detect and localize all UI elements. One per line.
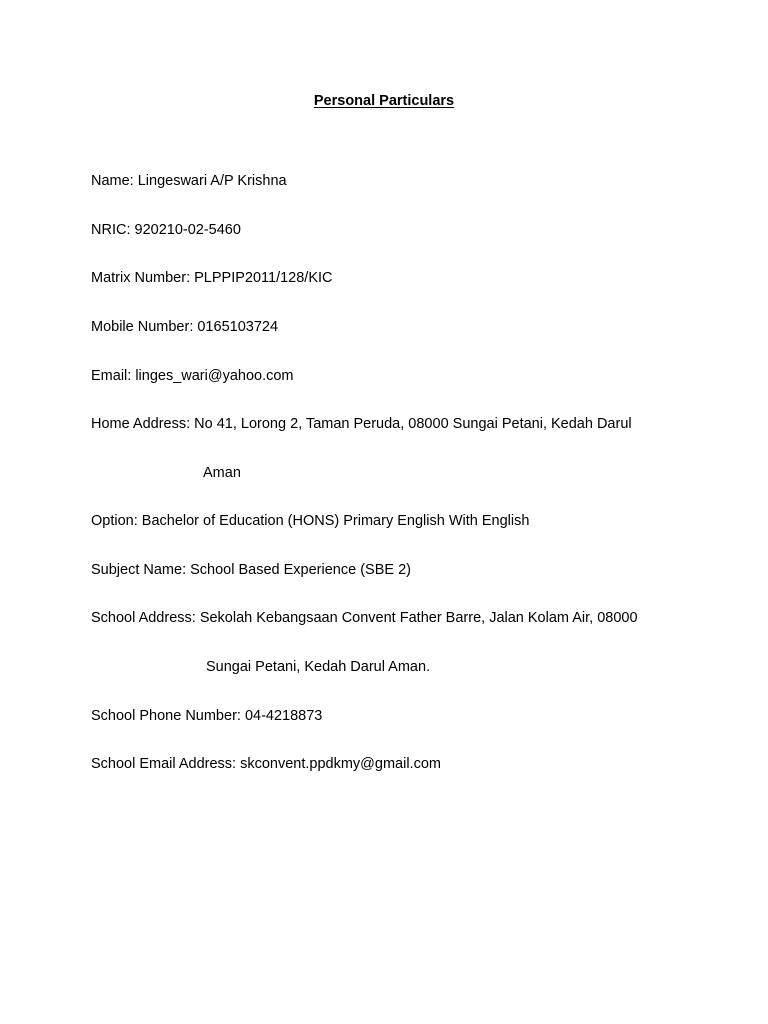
home-address-line-2: Aman	[203, 465, 241, 481]
option-line: Option: Bachelor of Education (HONS) Primary English With English	[91, 513, 530, 529]
home-address-line-1: Home Address: No 41, Lorong 2, Taman Peruda, 08000 Sungai Petani, Kedah Darul	[91, 416, 632, 432]
matrix-number-line: Matrix Number: PLPPIP2011/128/KIC	[91, 270, 333, 286]
school-phone-line: School Phone Number: 04-4218873	[91, 708, 323, 724]
mobile-number-line: Mobile Number: 0165103724	[91, 319, 279, 335]
email-line: Email: linges_wari@yahoo.com	[91, 368, 294, 384]
page-title	[0, 91, 768, 111]
school-address-line-1: School Address: Sekolah Kebangsaan Convent Father Barre, Jalan Kolam Air, 08000	[91, 610, 638, 626]
school-address-line-2: Sungai Petani, Kedah Darul Aman.	[206, 659, 431, 675]
school-email-line: School Email Address: skconvent.ppdkmy@gmail.com	[91, 756, 441, 772]
subject-name-line: Subject Name: School Based Experience (SBE 2)	[91, 562, 411, 578]
nric-line: NRIC: 920210-02-5460	[91, 222, 241, 238]
name-line: Name: Lingeswari A/P Krishna	[91, 173, 287, 189]
page-title-text: Personal Particulars	[313, 93, 455, 109]
